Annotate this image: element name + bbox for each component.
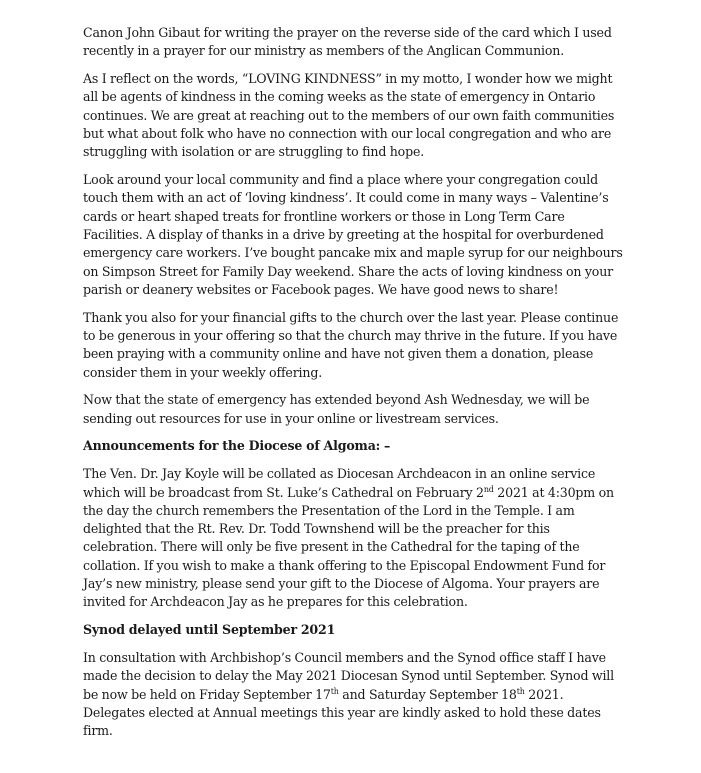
announcements-heading: Announcements for the Diocese of Algoma: – bbox=[83, 438, 391, 454]
paragraph-archdeacon-collation bbox=[83, 465, 623, 611]
announcement-text-part-1: The Ven. Dr. Jay Koyle will be collated as Diocesan Archdeacon in an online service which will be broadcast from St. Luke’s Cathedral on February 2 bbox=[83, 466, 596, 500]
synod-heading: Synod delayed until September 2021 bbox=[83, 622, 336, 638]
synod-text-part-1: In consultation with Archbishop’s Council members and the Synod office staff I have made the decision to delay the May 2021 Diocesan Synod until September. Synod will be now be held on Friday September 17 bbox=[83, 649, 614, 702]
announcement-text-part-2: 2021 at 4:30pm on the day the church remembers the Presentation of the Lord in the Temple. I am delighted that the Rt. Rev. Dr. Todd Townshend will be the preacher for this celebration. There will only be five present in the Cathedral for the taping of the collation. If you wish to make a thank offering to the Episcopal Endowment Fund for Jay’s new ministry, please send your gift to the Diocese of Algoma. Your prayers are invited for Archdeacon Jay as he prepares for this celebration. bbox=[83, 484, 614, 610]
paragraph-synod-delay bbox=[83, 649, 623, 740]
synod-text-part-3: 2021. Delegates elected at Annual meetings this year are kindly asked to hold these dates firm. bbox=[83, 686, 601, 739]
paragraph-financial-gifts: Thank you also for your financial gifts to the church over the last year. Please continue to be generous in your offering so that the church may thrive in the future. If you have been praying with a community online and have not given them a donation, please consider them in your weekly offering. bbox=[83, 309, 619, 380]
ordinal-suffix: nd bbox=[483, 484, 494, 494]
synod-text-part-2: and Saturday September 18 bbox=[338, 686, 517, 702]
paragraph-loving-kindness: As I reflect on the words, “LOVING KINDNESS” in my motto, I wonder how we might all be agents of kindness in the coming weeks as the state of emergency in Ontario continues. We are great at reaching out to the members of our own faith communities but what about folk who have no connection with our local congregation and who are struggling with isolation or are struggling to find hope. bbox=[83, 71, 615, 160]
paragraph-local-community: Look around your local community and find a place where your congregation could touch them with an act of ‘loving kindness’. It could come in many ways – Valentine’s cards or heart shaped treats for frontline workers or those in Long Term Care Facilities. A display of thanks in a drive by greeting at the hospital for overburdened emergency care workers. I’ve bought pancake mix and maple syrup for our neighbours on Simpson Street for Family Day weekend. Share the acts of loving kindness on your parish or deanery websites or Facebook pages. We have good news to share! bbox=[83, 172, 623, 297]
ordinal-suffix: th bbox=[516, 686, 525, 696]
paragraph-acknowledgement: Canon John Gibaut for writing the prayer on the reverse side of the card which I used recently in a prayer for our ministry as members of the Anglican Communion. bbox=[83, 25, 612, 59]
document-page bbox=[83, 24, 623, 750]
ordinal-suffix: th bbox=[330, 686, 339, 696]
paragraph-state-of-emergency: Now that the state of emergency has extended beyond Ash Wednesday, we will be sending out resources for use in your online or livestream services. bbox=[83, 392, 590, 426]
